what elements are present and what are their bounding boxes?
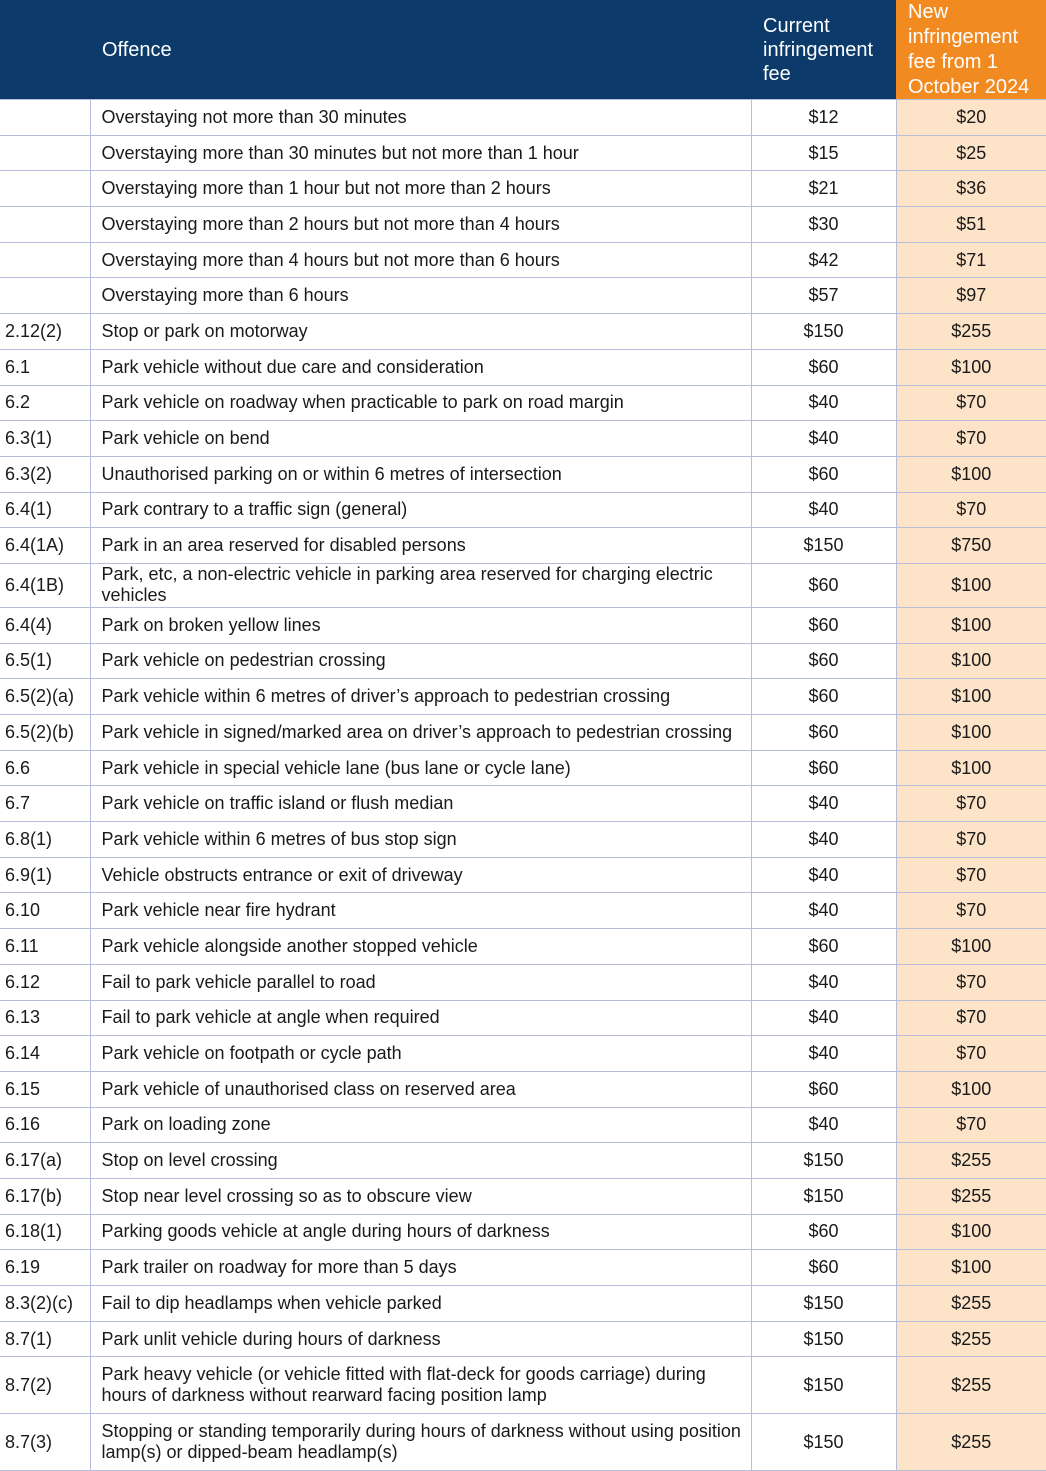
current-fee-cell: $60 <box>751 715 896 751</box>
table-row <box>0 421 1046 457</box>
code-cell: 8.7(1) <box>0 1321 90 1357</box>
offence-cell: Park vehicle on traffic island or flush median <box>90 786 751 822</box>
code-cell: 6.17(b) <box>0 1178 90 1214</box>
offence-cell: Park on loading zone <box>90 1107 751 1143</box>
new-fee-cell: $100 <box>896 715 1046 751</box>
current-fee-cell: $40 <box>751 893 896 929</box>
offence-cell: Park on broken yellow lines <box>90 607 751 643</box>
offence-cell: Overstaying not more than 30 minutes <box>90 100 751 136</box>
offence-cell: Park vehicle in signed/marked area on driver’s approach to pedestrian crossing <box>90 715 751 751</box>
current-fee-cell: $150 <box>751 314 896 350</box>
offence-cell: Fail to dip headlamps when vehicle parked <box>90 1286 751 1322</box>
current-fee-cell: $40 <box>751 822 896 858</box>
table-row <box>0 171 1046 207</box>
table-row <box>0 1414 1046 1471</box>
table-row <box>0 1143 1046 1179</box>
current-fee-cell: $12 <box>751 100 896 136</box>
current-fee-cell: $40 <box>751 1000 896 1036</box>
offence-cell: Stop on level crossing <box>90 1143 751 1179</box>
offence-cell: Park vehicle of unauthorised class on reserved area <box>90 1071 751 1107</box>
table-row <box>0 1286 1046 1322</box>
new-fee-cell: $100 <box>896 750 1046 786</box>
table-row <box>0 456 1046 492</box>
new-fee-cell: $100 <box>896 643 1046 679</box>
code-cell: 6.3(2) <box>0 456 90 492</box>
new-fee-cell: $71 <box>896 242 1046 278</box>
table-row <box>0 822 1046 858</box>
code-cell: 6.1 <box>0 349 90 385</box>
code-cell: 6.13 <box>0 1000 90 1036</box>
offence-cell: Overstaying more than 30 minutes but not more than 1 hour <box>90 135 751 171</box>
current-fee-cell: $42 <box>751 242 896 278</box>
table-row <box>0 349 1046 385</box>
current-fee-cell: $40 <box>751 1107 896 1143</box>
offence-cell: Park unlit vehicle during hours of darkness <box>90 1321 751 1357</box>
table-row <box>0 207 1046 243</box>
new-fee-cell: $70 <box>896 492 1046 528</box>
table-row <box>0 492 1046 528</box>
table-row <box>0 607 1046 643</box>
table-body <box>0 100 1046 1471</box>
current-fee-cell: $60 <box>751 643 896 679</box>
table-row <box>0 385 1046 421</box>
code-cell <box>0 207 90 243</box>
offence-cell: Park vehicle on roadway when practicable to park on road margin <box>90 385 751 421</box>
new-fee-cell: $100 <box>896 1214 1046 1250</box>
offence-cell: Unauthorised parking on or within 6 metres of intersection <box>90 456 751 492</box>
current-fee-cell: $150 <box>751 1414 896 1471</box>
current-fee-cell: $57 <box>751 278 896 314</box>
offence-cell: Overstaying more than 6 hours <box>90 278 751 314</box>
table-row <box>0 278 1046 314</box>
new-fee-cell: $70 <box>896 893 1046 929</box>
code-cell <box>0 135 90 171</box>
new-fee-cell: $255 <box>896 1178 1046 1214</box>
new-fee-cell: $70 <box>896 822 1046 858</box>
current-fee-cell: $60 <box>751 1250 896 1286</box>
table-row <box>0 1214 1046 1250</box>
offence-cell: Park heavy vehicle (or vehicle fitted with flat-deck for goods carriage) during hours of darkness without rearward facing position lamp <box>90 1357 751 1414</box>
current-fee-cell: $40 <box>751 385 896 421</box>
code-cell: 6.3(1) <box>0 421 90 457</box>
current-fee-cell: $60 <box>751 1214 896 1250</box>
new-fee-cell: $100 <box>896 679 1046 715</box>
new-fee-cell: $97 <box>896 278 1046 314</box>
current-fee-cell: $150 <box>751 1143 896 1179</box>
offence-cell: Park vehicle without due care and consideration <box>90 349 751 385</box>
new-fee-cell: $100 <box>896 929 1046 965</box>
header-new-fee-label: New infringement fee from 1 October 2024 <box>908 1 1030 98</box>
new-fee-cell: $51 <box>896 207 1046 243</box>
new-fee-cell: $36 <box>896 171 1046 207</box>
offence-cell: Park vehicle within 6 metres of bus stop sign <box>90 822 751 858</box>
new-fee-cell: $100 <box>896 563 1046 607</box>
offence-cell: Park in an area reserved for disabled persons <box>90 528 751 564</box>
code-cell <box>0 278 90 314</box>
table-row <box>0 1071 1046 1107</box>
table-row <box>0 314 1046 350</box>
code-cell: 6.12 <box>0 964 90 1000</box>
code-cell: 6.7 <box>0 786 90 822</box>
code-cell: 6.4(1A) <box>0 528 90 564</box>
new-fee-cell: $70 <box>896 964 1046 1000</box>
offence-cell: Park vehicle on bend <box>90 421 751 457</box>
code-cell <box>0 100 90 136</box>
offence-cell: Park vehicle within 6 metres of driver’s approach to pedestrian crossing <box>90 679 751 715</box>
current-fee-cell: $21 <box>751 171 896 207</box>
header-current-fee: Current infringement fee <box>751 0 896 100</box>
new-fee-cell: $255 <box>896 1357 1046 1414</box>
header-code <box>0 0 90 100</box>
header-new-fee <box>896 0 1046 100</box>
new-fee-cell: $255 <box>896 314 1046 350</box>
current-fee-cell: $15 <box>751 135 896 171</box>
offence-cell: Overstaying more than 1 hour but not more than 2 hours <box>90 171 751 207</box>
offence-cell: Parking goods vehicle at angle during hours of darkness <box>90 1214 751 1250</box>
code-cell: 6.11 <box>0 929 90 965</box>
current-fee-cell: $60 <box>751 456 896 492</box>
code-cell: 6.4(1B) <box>0 563 90 607</box>
code-cell: 6.8(1) <box>0 822 90 858</box>
offence-cell: Fail to park vehicle at angle when required <box>90 1000 751 1036</box>
new-fee-cell: $70 <box>896 857 1046 893</box>
new-fee-cell: $750 <box>896 528 1046 564</box>
code-cell: 6.14 <box>0 1036 90 1072</box>
offence-cell: Overstaying more than 2 hours but not more than 4 hours <box>90 207 751 243</box>
new-fee-cell: $100 <box>896 1250 1046 1286</box>
code-cell: 8.3(2)(c) <box>0 1286 90 1322</box>
table-row <box>0 1178 1046 1214</box>
table-row <box>0 528 1046 564</box>
code-cell: 6.4(4) <box>0 607 90 643</box>
table-row <box>0 750 1046 786</box>
table-row <box>0 715 1046 751</box>
code-cell: 6.2 <box>0 385 90 421</box>
header-offence: Offence <box>90 0 751 100</box>
current-fee-cell: $40 <box>751 492 896 528</box>
code-cell: 6.9(1) <box>0 857 90 893</box>
current-fee-cell: $60 <box>751 679 896 715</box>
table-row <box>0 679 1046 715</box>
table-row <box>0 893 1046 929</box>
code-cell: 6.10 <box>0 893 90 929</box>
new-fee-cell: $255 <box>896 1321 1046 1357</box>
table-row <box>0 563 1046 607</box>
current-fee-cell: $60 <box>751 563 896 607</box>
table-row <box>0 100 1046 136</box>
current-fee-cell: $40 <box>751 786 896 822</box>
table-row <box>0 1107 1046 1143</box>
table-row <box>0 1000 1046 1036</box>
offence-cell: Stop near level crossing so as to obscure view <box>90 1178 751 1214</box>
new-fee-cell: $100 <box>896 349 1046 385</box>
new-fee-cell: $70 <box>896 1036 1046 1072</box>
offence-cell: Overstaying more than 4 hours but not more than 6 hours <box>90 242 751 278</box>
current-fee-cell: $150 <box>751 1286 896 1322</box>
offence-cell: Park, etc, a non-electric vehicle in parking area reserved for charging electric vehicles <box>90 563 751 607</box>
code-cell: 8.7(3) <box>0 1414 90 1471</box>
new-fee-cell: $255 <box>896 1286 1046 1322</box>
code-cell: 6.18(1) <box>0 1214 90 1250</box>
table-row <box>0 857 1046 893</box>
current-fee-cell: $60 <box>751 750 896 786</box>
offence-cell: Park vehicle near fire hydrant <box>90 893 751 929</box>
new-fee-cell: $20 <box>896 100 1046 136</box>
offence-cell: Park vehicle in special vehicle lane (bus lane or cycle lane) <box>90 750 751 786</box>
table-row <box>0 1250 1046 1286</box>
code-cell: 6.4(1) <box>0 492 90 528</box>
code-cell <box>0 242 90 278</box>
new-fee-cell: $100 <box>896 607 1046 643</box>
current-fee-cell: $60 <box>751 607 896 643</box>
current-fee-cell: $60 <box>751 1071 896 1107</box>
new-fee-cell: $255 <box>896 1143 1046 1179</box>
header-row <box>0 0 1046 100</box>
current-fee-cell: $60 <box>751 349 896 385</box>
current-fee-cell: $60 <box>751 929 896 965</box>
new-fee-cell: $70 <box>896 786 1046 822</box>
table-row <box>0 135 1046 171</box>
new-fee-cell: $70 <box>896 421 1046 457</box>
current-fee-cell: $40 <box>751 964 896 1000</box>
new-fee-cell: $70 <box>896 1000 1046 1036</box>
new-fee-cell: $100 <box>896 456 1046 492</box>
code-cell: 6.17(a) <box>0 1143 90 1179</box>
offence-cell: Park trailer on roadway for more than 5 days <box>90 1250 751 1286</box>
new-fee-cell: $70 <box>896 385 1046 421</box>
table-row <box>0 643 1046 679</box>
new-fee-cell: $25 <box>896 135 1046 171</box>
offence-cell: Fail to park vehicle parallel to road <box>90 964 751 1000</box>
new-fee-cell: $70 <box>896 1107 1046 1143</box>
code-cell: 6.5(1) <box>0 643 90 679</box>
code-cell: 2.12(2) <box>0 314 90 350</box>
offence-cell: Stop or park on motorway <box>90 314 751 350</box>
current-fee-cell: $30 <box>751 207 896 243</box>
table-row <box>0 1357 1046 1414</box>
current-fee-cell: $150 <box>751 1321 896 1357</box>
current-fee-cell: $150 <box>751 1357 896 1414</box>
offence-cell: Park vehicle on footpath or cycle path <box>90 1036 751 1072</box>
table-row <box>0 964 1046 1000</box>
offence-cell: Vehicle obstructs entrance or exit of driveway <box>90 857 751 893</box>
code-cell: 6.6 <box>0 750 90 786</box>
current-fee-cell: $150 <box>751 528 896 564</box>
table-row <box>0 1321 1046 1357</box>
code-cell: 6.15 <box>0 1071 90 1107</box>
current-fee-cell: $40 <box>751 421 896 457</box>
code-cell: 6.16 <box>0 1107 90 1143</box>
current-fee-cell: $150 <box>751 1178 896 1214</box>
table-row <box>0 242 1046 278</box>
current-fee-cell: $40 <box>751 1036 896 1072</box>
code-cell: 6.5(2)(b) <box>0 715 90 751</box>
table-row <box>0 1036 1046 1072</box>
table-row <box>0 929 1046 965</box>
code-cell: 6.19 <box>0 1250 90 1286</box>
offence-cell: Park vehicle on pedestrian crossing <box>90 643 751 679</box>
code-cell: 6.5(2)(a) <box>0 679 90 715</box>
new-fee-cell: $255 <box>896 1414 1046 1471</box>
offence-cell: Park contrary to a traffic sign (general) <box>90 492 751 528</box>
code-cell: 8.7(2) <box>0 1357 90 1414</box>
current-fee-cell: $40 <box>751 857 896 893</box>
offence-cell: Stopping or standing temporarily during hours of darkness without using position lamp(s) or dipped-beam headlamp(s) <box>90 1414 751 1471</box>
offence-cell: Park vehicle alongside another stopped vehicle <box>90 929 751 965</box>
new-fee-cell: $100 <box>896 1071 1046 1107</box>
code-cell <box>0 171 90 207</box>
table-row <box>0 786 1046 822</box>
